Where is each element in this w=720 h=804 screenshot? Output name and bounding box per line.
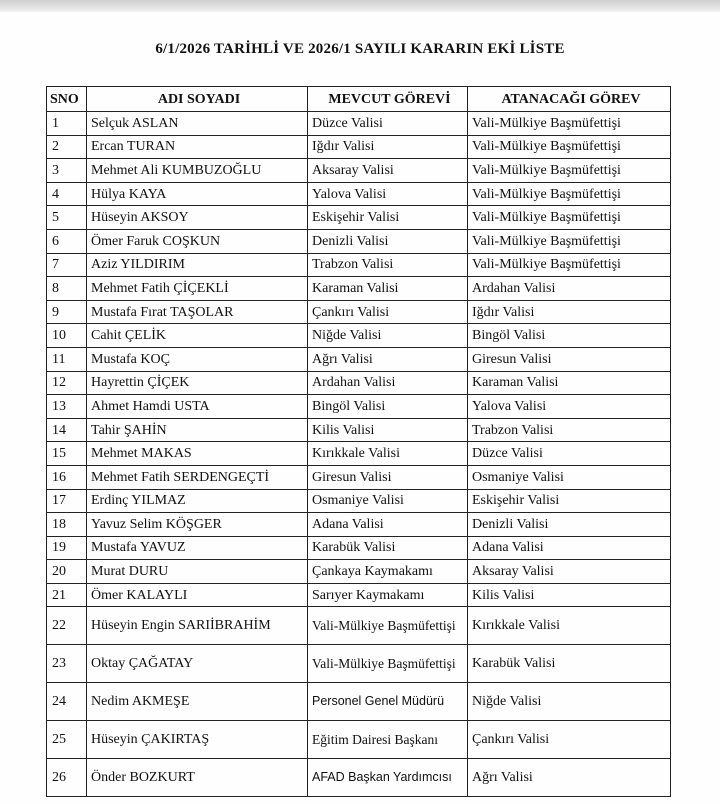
row-sno: 21 bbox=[47, 583, 87, 607]
row-name: Mehmet Ali KUMBUZOĞLU bbox=[87, 159, 308, 183]
row-sno: 24 bbox=[47, 683, 87, 721]
row-name: Hüseyin ÇAKIRTAŞ bbox=[87, 721, 308, 759]
row-new-post: Trabzon Valisi bbox=[468, 418, 671, 442]
table-row bbox=[47, 112, 671, 136]
row-new-post: Giresun Valisi bbox=[468, 347, 671, 371]
row-new-post: Vali-Mülkiye Başmüfettişi bbox=[468, 229, 671, 253]
table-row bbox=[47, 536, 671, 560]
row-new-post: Vali-Mülkiye Başmüfettişi bbox=[468, 182, 671, 206]
table-row bbox=[47, 182, 671, 206]
table-row bbox=[47, 371, 671, 395]
row-sno: 13 bbox=[47, 395, 87, 419]
row-current-post: Eğitim Dairesi Başkanı bbox=[308, 721, 468, 759]
row-current-post: Vali-Mülkiye Başmüfettişi bbox=[308, 607, 468, 645]
row-new-post: Iğdır Valisi bbox=[468, 300, 671, 324]
table-row bbox=[47, 418, 671, 442]
row-current-post: Karabük Valisi bbox=[308, 536, 468, 560]
row-new-post: Karabük Valisi bbox=[468, 645, 671, 683]
table-row bbox=[47, 513, 671, 537]
row-name: Ömer Faruk COŞKUN bbox=[87, 229, 308, 253]
row-current-post: Yalova Valisi bbox=[308, 182, 468, 206]
row-name: Mustafa Fırat TAŞOLAR bbox=[87, 300, 308, 324]
row-sno: 16 bbox=[47, 465, 87, 489]
row-sno: 8 bbox=[47, 277, 87, 301]
row-sno: 26 bbox=[47, 759, 87, 797]
table-row bbox=[47, 465, 671, 489]
row-name: Hülya KAYA bbox=[87, 182, 308, 206]
row-new-post: Kilis Valisi bbox=[468, 583, 671, 607]
table-row bbox=[47, 395, 671, 419]
row-current-post: Bingöl Valisi bbox=[308, 395, 468, 419]
row-new-post: Yalova Valisi bbox=[468, 395, 671, 419]
row-current-post: Iğdır Valisi bbox=[308, 135, 468, 159]
row-sno: 18 bbox=[47, 513, 87, 537]
row-sno: 2 bbox=[47, 135, 87, 159]
row-sno: 25 bbox=[47, 721, 87, 759]
row-current-post: Giresun Valisi bbox=[308, 465, 468, 489]
row-sno: 4 bbox=[47, 182, 87, 206]
row-new-post: Denizli Valisi bbox=[468, 513, 671, 537]
row-current-post: Düzce Valisi bbox=[308, 112, 468, 136]
row-name: Yavuz Selim KÖŞGER bbox=[87, 513, 308, 537]
table-row bbox=[47, 560, 671, 584]
row-current-post: Adana Valisi bbox=[308, 513, 468, 537]
row-sno: 20 bbox=[47, 560, 87, 584]
row-name: Ercan TURAN bbox=[87, 135, 308, 159]
row-sno: 12 bbox=[47, 371, 87, 395]
row-current-post: Çankaya Kaymakamı bbox=[308, 560, 468, 584]
row-sno: 7 bbox=[47, 253, 87, 277]
row-current-post: Ardahan Valisi bbox=[308, 371, 468, 395]
row-name: Hayrettin ÇİÇEK bbox=[87, 371, 308, 395]
row-current-post: Personel Genel Müdürü bbox=[308, 683, 468, 721]
table-row bbox=[47, 489, 671, 513]
row-sno: 23 bbox=[47, 645, 87, 683]
table-row bbox=[47, 300, 671, 324]
row-new-post: Vali-Mülkiye Başmüfettişi bbox=[468, 112, 671, 136]
row-name: Aziz YILDIRIM bbox=[87, 253, 308, 277]
row-new-post: Niğde Valisi bbox=[468, 683, 671, 721]
top-edge bbox=[0, 0, 720, 12]
row-name: Mustafa YAVUZ bbox=[87, 536, 308, 560]
column-header-sno: SNO bbox=[47, 87, 87, 112]
row-name: Oktay ÇAĞATAY bbox=[87, 645, 308, 683]
row-name: Selçuk ASLAN bbox=[87, 112, 308, 136]
table-row bbox=[47, 277, 671, 301]
row-name: Murat DURU bbox=[87, 560, 308, 584]
column-header-name: ADI SOYADI bbox=[87, 87, 308, 112]
row-new-post: Vali-Mülkiye Başmüfettişi bbox=[468, 135, 671, 159]
table-row bbox=[47, 347, 671, 371]
table-row bbox=[47, 683, 671, 721]
row-name: Hüseyin Engin SARIİBRAHİM bbox=[87, 607, 308, 645]
row-current-post: Eskişehir Valisi bbox=[308, 206, 468, 230]
table-row bbox=[47, 253, 671, 277]
row-new-post: Vali-Mülkiye Başmüfettişi bbox=[468, 159, 671, 183]
row-current-post: Aksaray Valisi bbox=[308, 159, 468, 183]
row-current-post: Kilis Valisi bbox=[308, 418, 468, 442]
row-sno: 3 bbox=[47, 159, 87, 183]
column-header-new-post: ATANACAĞI GÖREV bbox=[468, 87, 671, 112]
column-header-current-post: MEVCUT GÖREVİ bbox=[308, 87, 468, 112]
row-sno: 9 bbox=[47, 300, 87, 324]
row-current-post: Osmaniye Valisi bbox=[308, 489, 468, 513]
table-row bbox=[47, 159, 671, 183]
row-current-post: Çankırı Valisi bbox=[308, 300, 468, 324]
row-current-post: Niğde Valisi bbox=[308, 324, 468, 348]
table-row bbox=[47, 759, 671, 797]
row-name: Hüseyin AKSOY bbox=[87, 206, 308, 230]
row-sno: 15 bbox=[47, 442, 87, 466]
table-body bbox=[47, 112, 671, 797]
row-new-post: Bingöl Valisi bbox=[468, 324, 671, 348]
row-name: Cahit ÇELİK bbox=[87, 324, 308, 348]
row-new-post: Ardahan Valisi bbox=[468, 277, 671, 301]
row-sno: 1 bbox=[47, 112, 87, 136]
row-sno: 19 bbox=[47, 536, 87, 560]
row-sno: 6 bbox=[47, 229, 87, 253]
row-new-post: Ağrı Valisi bbox=[468, 759, 671, 797]
row-name: Mehmet Fatih ÇİÇEKLİ bbox=[87, 277, 308, 301]
table-header-row bbox=[47, 87, 671, 112]
row-new-post: Osmaniye Valisi bbox=[468, 465, 671, 489]
row-new-post: Karaman Valisi bbox=[468, 371, 671, 395]
document-title: 6/1/2026 TARİHLİ VE 2026/1 SAYILI KARARIN EKİ LİSTE bbox=[155, 41, 565, 57]
row-sno: 17 bbox=[47, 489, 87, 513]
row-current-post: Sarıyer Kaymakamı bbox=[308, 583, 468, 607]
row-current-post: Kırıkkale Valisi bbox=[308, 442, 468, 466]
row-current-post: Karaman Valisi bbox=[308, 277, 468, 301]
row-new-post: Düzce Valisi bbox=[468, 442, 671, 466]
row-name: Mustafa KOÇ bbox=[87, 347, 308, 371]
row-sno: 14 bbox=[47, 418, 87, 442]
row-sno: 11 bbox=[47, 347, 87, 371]
row-name: Mehmet MAKAS bbox=[87, 442, 308, 466]
row-name: Erdinç YILMAZ bbox=[87, 489, 308, 513]
table-row bbox=[47, 206, 671, 230]
row-current-post: Ağrı Valisi bbox=[308, 347, 468, 371]
table-row bbox=[47, 229, 671, 253]
table-row bbox=[47, 583, 671, 607]
row-new-post: Çankırı Valisi bbox=[468, 721, 671, 759]
row-sno: 22 bbox=[47, 607, 87, 645]
row-name: Ahmet Hamdi USTA bbox=[87, 395, 308, 419]
row-name: Önder BOZKURT bbox=[87, 759, 308, 797]
row-sno: 10 bbox=[47, 324, 87, 348]
row-sno: 5 bbox=[47, 206, 87, 230]
row-new-post: Kırıkkale Valisi bbox=[468, 607, 671, 645]
row-new-post: Eskişehir Valisi bbox=[468, 489, 671, 513]
row-new-post: Adana Valisi bbox=[468, 536, 671, 560]
row-current-post: Trabzon Valisi bbox=[308, 253, 468, 277]
appointments-table bbox=[46, 86, 671, 797]
table-row bbox=[47, 607, 671, 645]
row-new-post: Vali-Mülkiye Başmüfettişi bbox=[468, 253, 671, 277]
row-current-post: Vali-Mülkiye Başmüfettişi bbox=[308, 645, 468, 683]
row-name: Ömer KALAYLI bbox=[87, 583, 308, 607]
table-row bbox=[47, 135, 671, 159]
row-current-post: AFAD Başkan Yardımcısı bbox=[308, 759, 468, 797]
row-name: Nedim AKMEŞE bbox=[87, 683, 308, 721]
row-new-post: Aksaray Valisi bbox=[468, 560, 671, 584]
table-row bbox=[47, 442, 671, 466]
row-name: Mehmet Fatih SERDENGEÇTİ bbox=[87, 465, 308, 489]
table-row bbox=[47, 645, 671, 683]
table-row bbox=[47, 721, 671, 759]
row-name: Tahir ŞAHİN bbox=[87, 418, 308, 442]
table-row bbox=[47, 324, 671, 348]
row-current-post: Denizli Valisi bbox=[308, 229, 468, 253]
row-new-post: Vali-Mülkiye Başmüfettişi bbox=[468, 206, 671, 230]
